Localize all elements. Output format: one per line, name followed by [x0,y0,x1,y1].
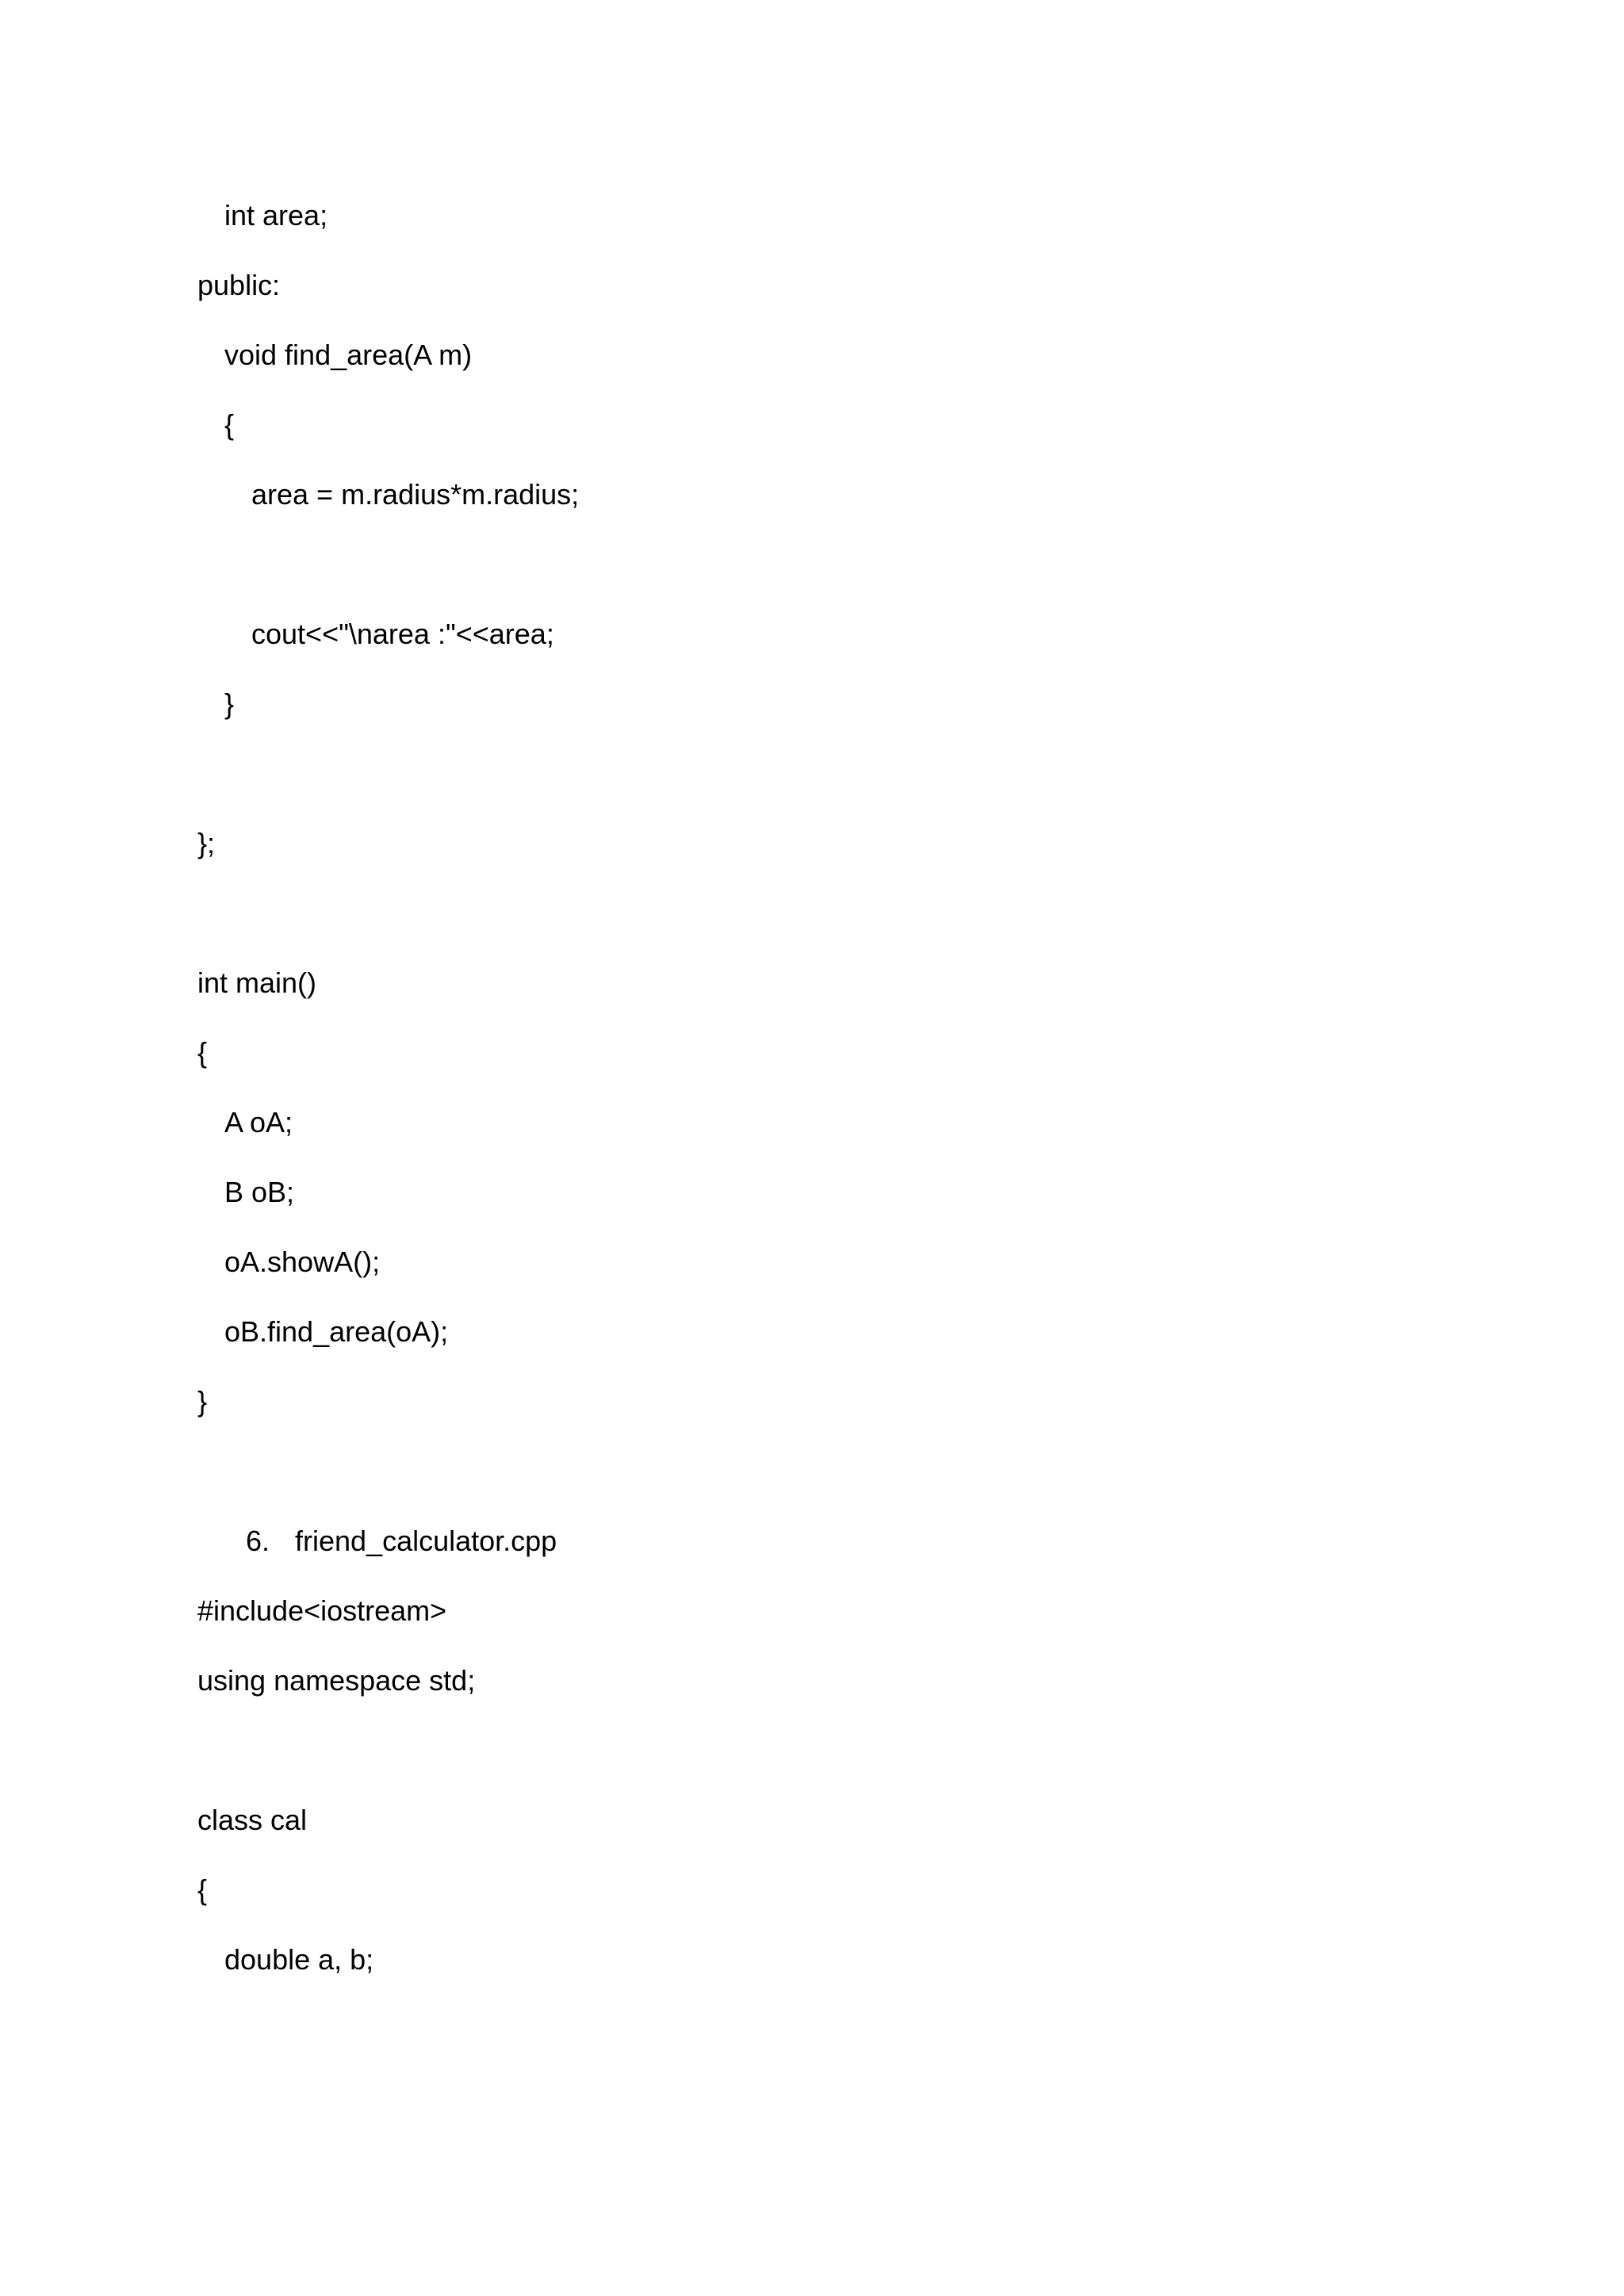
code-line: cout<<"\narea :"<<area; [251,618,554,650]
code-line: { [224,408,235,441]
code-line: { [197,1873,208,1906]
code-line: void find_area(A m) [224,339,473,371]
list-item-number: 6. [246,1525,270,1557]
code-line: oA.showA(); [224,1246,381,1278]
list-item-title: friend_calculator.cpp [295,1525,557,1557]
code-line: } [197,1385,208,1418]
code-line: int main() [197,966,317,999]
code-line: A oA; [224,1106,293,1138]
code-line: B oB; [224,1176,295,1208]
code-line: } [224,687,235,720]
code-line: area = m.radius*m.radius; [251,478,580,511]
code-line: class cal [197,1804,308,1836]
code-line: #include<iostream> [197,1594,447,1627]
code-line: int area; [224,199,328,232]
code-line: }; [197,827,216,859]
code-line: public: [197,269,281,301]
code-line: { [197,1036,208,1069]
code-line: double a, b; [224,1943,374,1976]
code-line: using namespace std; [197,1664,476,1697]
code-line: oB.find_area(oA); [224,1315,449,1348]
